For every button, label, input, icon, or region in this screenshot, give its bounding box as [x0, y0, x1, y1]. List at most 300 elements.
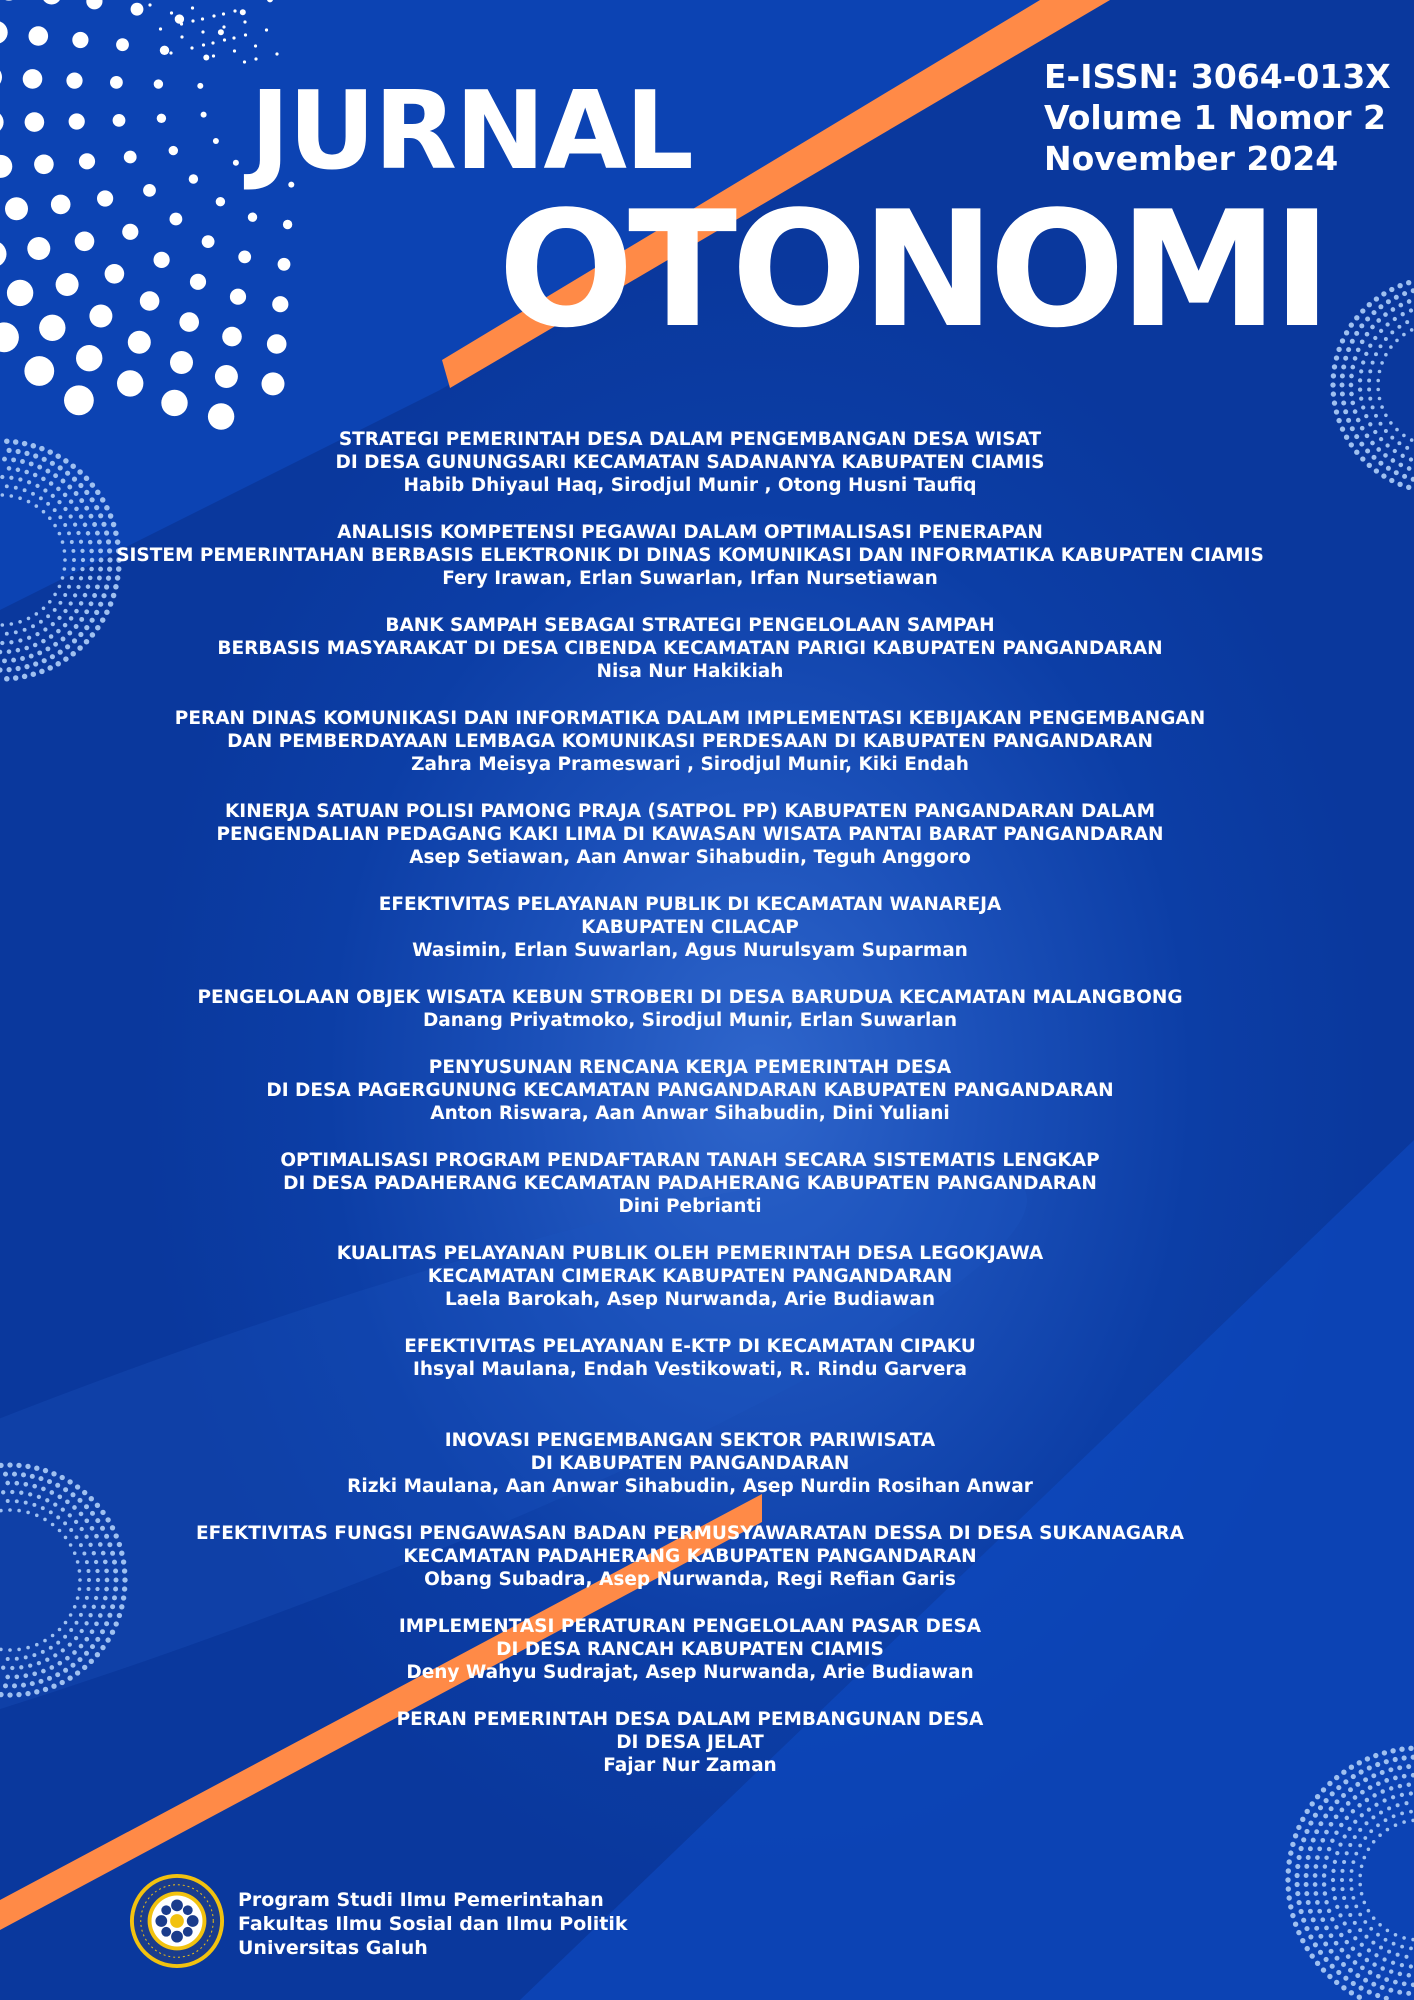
- decorative-dot: [35, 632, 39, 636]
- decorative-dot: [1357, 1760, 1362, 1765]
- decorative-dot: [1306, 1855, 1311, 1860]
- decorative-dot: [10, 1490, 14, 1494]
- decorative-dot: [202, 43, 205, 46]
- decorative-dot: [222, 327, 242, 347]
- decorative-dot: [1369, 1829, 1373, 1833]
- article-title: PERAN DINAS KOMUNIKASI DAN INFORMATIKA DALAM IMPLEMENTASI KEBIJAKAN PENGEMBANGAN: [174, 708, 1206, 729]
- decorative-dot: [1402, 1936, 1406, 1940]
- decorative-dot: [148, 3, 151, 6]
- decorative-dot: [56, 273, 79, 296]
- decorative-dot: [1353, 409, 1358, 414]
- decorative-dot: [16, 666, 21, 671]
- table-of-contents: [40, 428, 1340, 1801]
- decorative-dot: [1367, 1765, 1372, 1770]
- decorative-dot: [1331, 1869, 1335, 1873]
- decorative-dot: [1332, 400, 1337, 405]
- decorative-dot: [1380, 361, 1384, 365]
- decorative-dot: [1350, 339, 1355, 344]
- decorative-dot: [1379, 1945, 1383, 1949]
- decorative-dot: [20, 459, 25, 464]
- decorative-dot: [1353, 1921, 1357, 1925]
- decorative-dot: [1359, 1769, 1364, 1774]
- decorative-dot: [1378, 397, 1382, 401]
- decorative-dot: [1324, 1830, 1329, 1835]
- article-title: DI KABUPATEN PANGANDARAN: [530, 1453, 850, 1474]
- decorative-dot: [5, 197, 28, 220]
- decorative-dot: [1351, 1774, 1356, 1779]
- decorative-dot: [26, 1511, 30, 1515]
- decorative-dot: [1340, 426, 1345, 431]
- decorative-dot: [1314, 1891, 1319, 1896]
- decorative-dot: [211, 41, 214, 44]
- decorative-dot: [1350, 426, 1355, 431]
- decorative-dot: [5, 484, 9, 488]
- decorative-dot: [1363, 1978, 1368, 1983]
- decorative-dot: [1408, 1746, 1413, 1751]
- decorative-dot: [233, 160, 239, 166]
- decorative-dot: [1406, 485, 1411, 490]
- decorative-dot: [117, 370, 143, 396]
- decorative-dot: [1367, 1990, 1372, 1995]
- decorative-dot: [154, 79, 163, 88]
- decorative-dot: [32, 1503, 36, 1507]
- decorative-dot: [1363, 1920, 1367, 1924]
- decorative-dot: [1376, 318, 1381, 323]
- decorative-dot: [1372, 1916, 1376, 1920]
- decorative-dot: [32, 1671, 37, 1676]
- decorative-dot: [1331, 1878, 1335, 1882]
- decorative-dot: [16, 648, 21, 653]
- decorative-dot: [1409, 1964, 1413, 1968]
- decorative-dot: [1365, 1756, 1370, 1761]
- decorative-dot: [1390, 436, 1394, 440]
- decorative-dot: [16, 1463, 21, 1468]
- decorative-dot: [283, 220, 292, 229]
- decorative-dot: [1335, 1905, 1339, 1909]
- decorative-dot: [1332, 364, 1337, 369]
- decorative-dot: [1340, 1887, 1344, 1891]
- decorative-dot: [1369, 1927, 1373, 1931]
- decorative-dot: [1384, 1818, 1388, 1822]
- decorative-dot: [1386, 299, 1391, 304]
- decorative-dot: [1354, 331, 1359, 336]
- decorative-dot: [1391, 458, 1396, 463]
- article-authors: Fery Irawan, Erlan Suwarlan, Irfan Nursetiawan: [442, 568, 938, 589]
- decorative-dot: [1343, 1921, 1347, 1925]
- decorative-dot: [203, 55, 209, 61]
- decorative-dot: [1397, 283, 1402, 288]
- decorative-dot: [1371, 1773, 1376, 1778]
- decorative-dot: [1402, 291, 1407, 296]
- decorative-dot: [16, 1692, 21, 1697]
- decorative-dot: [113, 114, 126, 127]
- decorative-dot: [1400, 1793, 1404, 1797]
- decorative-dot: [215, 365, 238, 388]
- decorative-dot: [1390, 330, 1394, 334]
- decorative-dot: [222, 25, 225, 28]
- decorative-dot: [1397, 1765, 1402, 1770]
- decorative-dot: [1351, 1896, 1355, 1900]
- decorative-dot: [1365, 1798, 1369, 1802]
- decorative-dot: [19, 1491, 23, 1495]
- decorative-dot: [33, 661, 38, 666]
- decorative-dot: [1402, 1755, 1407, 1760]
- article-authors: Habib Dhiyaul Haq, Sirodjul Munir , Otong Husni Taufiq: [403, 475, 977, 496]
- decorative-dot: [1339, 1933, 1343, 1937]
- decorative-dot: [1359, 323, 1364, 328]
- decorative-dot: [1, 1490, 5, 1494]
- decorative-dot: [1287, 1895, 1292, 1900]
- decorative-dot: [25, 1464, 30, 1469]
- decorative-dot: [18, 496, 22, 500]
- decorative-dot: [3, 1683, 8, 1688]
- decorative-dot: [1389, 1969, 1393, 1973]
- decorative-dot: [1360, 426, 1365, 431]
- decorative-dot: [1310, 1953, 1315, 1958]
- decorative-dot: [1384, 1759, 1389, 1764]
- decorative-dot: [1379, 437, 1383, 441]
- decorative-dot: [1390, 1748, 1395, 1753]
- decorative-dot: [1343, 1834, 1347, 1838]
- decorative-dot: [1346, 1954, 1351, 1959]
- article-authors: Fajar Nur Zaman: [603, 1755, 777, 1776]
- decorative-dot: [7, 649, 12, 654]
- article-title: IMPLEMENTASI PERATURAN PENGELOLAAN PASAR DESA: [398, 1616, 982, 1637]
- issue-date-text: November 2024: [1044, 139, 1339, 178]
- decorative-dot: [29, 461, 34, 466]
- decorative-dot: [248, 213, 257, 222]
- decorative-dot: [27, 237, 50, 260]
- decorative-dot: [1329, 1806, 1334, 1811]
- decorative-dot: [14, 1481, 19, 1486]
- decorative-dot: [1343, 356, 1348, 361]
- decorative-dot: [1317, 1846, 1322, 1851]
- decorative-dot: [1336, 1970, 1341, 1975]
- decorative-dot: [1340, 1878, 1344, 1882]
- decorative-dot: [1345, 1816, 1349, 1820]
- decorative-dot: [1341, 1962, 1346, 1967]
- decorative-dot: [1398, 1784, 1402, 1788]
- decorative-dot: [1365, 448, 1370, 453]
- decorative-dot: [1353, 1936, 1357, 1940]
- decorative-dot: [1360, 308, 1365, 313]
- article-title: EFEKTIVITAS PELAYANAN E-KTP DI KECAMATAN CIPAKU: [404, 1336, 976, 1357]
- decorative-dot: [1380, 1789, 1384, 1793]
- decorative-dot: [105, 264, 125, 284]
- decorative-dot: [13, 439, 19, 445]
- decorative-dot: [1365, 1958, 1369, 1962]
- decorative-dot: [124, 151, 137, 164]
- decorative-dot: [1353, 1960, 1358, 1965]
- decorative-dot: [7, 1462, 12, 1467]
- decorative-dot: [1394, 295, 1399, 300]
- decorative-dot: [1351, 1946, 1355, 1950]
- decorative-dot: [212, 54, 215, 57]
- decorative-dot: [1323, 1814, 1328, 1819]
- article-title: KUALITAS PELAYANAN PUBLIK OLEH PEMERINTAH DESA LEGOKJAWA: [336, 1243, 1044, 1264]
- decorative-dot: [1350, 1887, 1354, 1891]
- decorative-dot: [1308, 1846, 1313, 1851]
- decorative-dot: [0, 667, 3, 672]
- decorative-dot: [1293, 1922, 1298, 1927]
- decorative-dot: [1367, 388, 1371, 392]
- decorative-dot: [1308, 1909, 1313, 1914]
- decorative-dot: [1368, 344, 1372, 348]
- decorative-dot: [244, 33, 247, 36]
- faculty: Fakultas Ilmu Sosial dan Ilmu Politik: [238, 1913, 628, 1935]
- decorative-dot: [1329, 1933, 1334, 1938]
- decorative-dot: [1376, 1781, 1381, 1786]
- decorative-dot: [1295, 1873, 1300, 1878]
- decorative-dot: [23, 488, 27, 492]
- decorative-dot: [1340, 373, 1345, 378]
- article-entry: [40, 1149, 1340, 1218]
- decorative-dot: [11, 658, 16, 663]
- decorative-dot: [0, 475, 4, 479]
- decorative-dot: [31, 443, 37, 449]
- decorative-dot: [1387, 1950, 1391, 1954]
- article-entry: [40, 1522, 1340, 1591]
- decorative-dot: [1379, 329, 1383, 333]
- decorative-dot: [1311, 1917, 1316, 1922]
- decorative-dot: [1374, 468, 1379, 473]
- decorative-dot: [1323, 1891, 1327, 1895]
- decorative-dot: [1336, 347, 1341, 352]
- decorative-dot: [24, 646, 29, 651]
- decorative-dot: [1358, 1883, 1362, 1887]
- article-title: PENYUSUNAN RENCANA KERJA PEMERINTAH DESA: [428, 1057, 952, 1078]
- decorative-dot: [89, 305, 112, 328]
- decorative-dot: [1357, 1995, 1362, 2000]
- decorative-dot: [1304, 1864, 1309, 1869]
- decorative-dot: [1409, 1791, 1413, 1795]
- decorative-dot: [1343, 409, 1348, 414]
- decorative-dot: [1398, 1972, 1402, 1976]
- decorative-dot: [157, 114, 166, 123]
- decorative-dot: [1363, 1856, 1367, 1860]
- decorative-dot: [170, 213, 183, 226]
- decorative-dot: [143, 184, 156, 197]
- decorative-dot: [1354, 315, 1359, 320]
- decorative-dot: [1384, 414, 1388, 418]
- decorative-dot: [1354, 434, 1359, 439]
- decorative-dot: [7, 667, 12, 672]
- decorative-dot: [39, 315, 65, 341]
- decorative-dot: [1318, 1934, 1323, 1939]
- decorative-dot: [35, 612, 39, 616]
- decorative-dot: [24, 356, 54, 386]
- decorative-dot: [1317, 1909, 1322, 1914]
- decorative-dot: [1391, 307, 1396, 312]
- decorative-dot: [1379, 1810, 1383, 1814]
- decorative-dot: [190, 274, 206, 290]
- decorative-dot: [1350, 1869, 1354, 1873]
- decorative-dot: [0, 650, 2, 655]
- article-title: DI DESA RANCAH KABUPATEN CIAMIS: [496, 1639, 884, 1660]
- decorative-dot: [243, 20, 246, 23]
- article-entry: [40, 893, 1340, 962]
- decorative-dot: [1304, 1926, 1309, 1931]
- decorative-dot: [1315, 1961, 1320, 1966]
- article-title: BANK SAMPAH SEBAGAI STRATEGI PENGELOLAAN SAMPAH: [385, 615, 995, 636]
- decorative-dot: [170, 351, 193, 374]
- decorative-dot: [1389, 1786, 1393, 1790]
- decorative-dot: [1371, 1815, 1375, 1819]
- decorative-dot: [1376, 1933, 1380, 1937]
- decorative-dot: [1376, 447, 1381, 452]
- decorative-dot: [28, 1492, 32, 1496]
- decorative-dot: [1402, 1981, 1407, 1986]
- decorative-dot: [1402, 474, 1407, 479]
- decorative-dot: [1304, 1891, 1309, 1896]
- decorative-dot: [97, 190, 113, 206]
- decorative-dot: [1365, 316, 1370, 321]
- decorative-dot: [24, 664, 29, 669]
- decorative-dot: [222, 12, 225, 15]
- decorative-dot: [1296, 1930, 1301, 1935]
- decorative-dot: [1360, 1813, 1364, 1817]
- decorative-dot: [1349, 442, 1354, 447]
- decorative-dot: [159, 27, 162, 30]
- decorative-dot: [79, 153, 95, 169]
- article-title: DI DESA JELAT: [616, 1732, 764, 1753]
- decorative-dot: [180, 22, 183, 25]
- decorative-dot: [9, 476, 13, 480]
- decorative-dot: [1347, 1929, 1351, 1933]
- decorative-dot: [1368, 397, 1372, 401]
- issue-info: [1044, 56, 1391, 179]
- decorative-dot: [233, 49, 236, 52]
- decorative-dot: [22, 674, 28, 680]
- decorative-dot: [1324, 1855, 1328, 1859]
- decorative-dot: [33, 643, 38, 648]
- decorative-dot: [1333, 1896, 1337, 1900]
- decorative-dot: [1397, 482, 1402, 487]
- decorative-dot: [1382, 1957, 1386, 1961]
- article-authors: Obang Subadra, Asep Nurwanda, Regi Refian Garis: [424, 1569, 956, 1590]
- decorative-dot: [1373, 1753, 1378, 1758]
- decorative-dot: [75, 232, 95, 252]
- decorative-dot: [1383, 312, 1388, 317]
- article-title: SISTEM PEMERINTAHAN BERBASIS ELEKTRONIK DI DINAS KOMUNIKASI DAN INFORMATIKA KABUPATEN CIAMIS: [116, 545, 1264, 566]
- decorative-dot: [17, 1648, 21, 1652]
- decorative-dot: [1394, 1823, 1398, 1827]
- university: Universitas Galuh: [238, 1937, 428, 1959]
- decorative-dot: [1311, 1838, 1316, 1843]
- decorative-dot: [1371, 1982, 1376, 1987]
- decorative-dot: [1353, 1820, 1357, 1824]
- decorative-dot: [1295, 1891, 1300, 1896]
- article-authors: Dini Pebrianti: [618, 1196, 762, 1217]
- article-entry: [40, 521, 1340, 590]
- decorative-dot: [278, 258, 291, 271]
- decorative-dot: [1381, 473, 1386, 478]
- decorative-dot: [1409, 457, 1413, 461]
- decorative-dot: [1341, 364, 1346, 369]
- decorative-dot: [1361, 360, 1365, 364]
- decorative-dot: [13, 675, 19, 681]
- decorative-dot: [1304, 1873, 1309, 1878]
- decorative-dot: [1330, 382, 1335, 387]
- decorative-dot: [1378, 304, 1383, 309]
- article-entry: [40, 800, 1340, 869]
- decorative-dot: [1374, 1953, 1378, 1957]
- decorative-dot: [8, 1508, 12, 1512]
- decorative-dot: [23, 1482, 28, 1487]
- decorative-dot: [24, 470, 29, 475]
- decorative-dot: [180, 35, 183, 38]
- decorative-dot: [1365, 332, 1370, 337]
- article-title: BERBASIS MASYARAKAT DI DESA CIBENDA KECAMATAN PARIGI KABUPATEN PANGANDARAN: [217, 638, 1163, 659]
- decorative-dot: [1305, 1809, 1310, 1814]
- decorative-dot: [27, 500, 31, 504]
- decorative-dot: [1376, 1974, 1381, 1979]
- study-program: Program Studi Ilmu Pemerintahan: [238, 1889, 604, 1911]
- decorative-dot: [1371, 405, 1375, 409]
- decorative-dot: [33, 453, 38, 458]
- decorative-dot: [1349, 1765, 1354, 1770]
- decorative-dot: [1384, 353, 1388, 357]
- decorative-dot: [1358, 1913, 1362, 1917]
- decorative-dot: [27, 617, 31, 621]
- decorative-dot: [1388, 1767, 1393, 1772]
- decorative-dot: [1386, 1828, 1390, 1832]
- decorative-dot: [1321, 1967, 1326, 1972]
- decorative-dot: [1334, 1830, 1338, 1834]
- decorative-dot: [1378, 1923, 1382, 1927]
- decorative-dot: [1334, 409, 1339, 414]
- decorative-dot: [1400, 1945, 1404, 1949]
- decorative-dot: [1344, 435, 1349, 440]
- decorative-dot: [1345, 1905, 1349, 1909]
- decorative-dot: [202, 235, 215, 248]
- decorative-dot: [1340, 391, 1345, 396]
- decorative-dot: [1318, 1950, 1323, 1955]
- dot-ring-right-top: [1330, 280, 1414, 490]
- article-authors: Anton Riswara, Aan Anwar Sihabudin, Dini Yuliani: [430, 1103, 950, 1124]
- decorative-dot: [1360, 456, 1365, 461]
- decorative-dot: [1382, 1750, 1387, 1755]
- decorative-dot: [1393, 1757, 1398, 1762]
- decorative-dot: [1396, 1953, 1400, 1957]
- article-entry: [40, 1708, 1340, 1777]
- decorative-dot: [18, 620, 22, 624]
- decorative-dot: [17, 1509, 21, 1513]
- decorative-dot: [1351, 1981, 1356, 1986]
- decorative-dot: [1327, 1909, 1331, 1913]
- decorative-dot: [28, 1663, 32, 1667]
- decorative-dot: [1343, 1976, 1348, 1981]
- decorative-dot: [31, 671, 37, 677]
- article-title: DI DESA GUNUNGSARI KECAMATAN SADANANYA KABUPATEN CIAMIS: [335, 452, 1045, 473]
- decorative-dot: [1371, 361, 1375, 365]
- article-authors: Laela Barokah, Asep Nurwanda, Arie Budiawan: [444, 1289, 936, 1310]
- decorative-dot: [223, 38, 226, 41]
- decorative-dot: [2, 658, 7, 663]
- decorative-dot: [1357, 1952, 1361, 1956]
- decorative-dot: [1372, 1793, 1376, 1797]
- decorative-dot: [1384, 1938, 1388, 1942]
- decorative-dot: [1358, 387, 1362, 391]
- decorative-dot: [1351, 1860, 1355, 1864]
- decorative-dot: [1339, 1823, 1343, 1827]
- decorative-dot: [1384, 429, 1388, 433]
- decorative-dot: [1373, 430, 1377, 434]
- decorative-dot: [76, 345, 102, 371]
- decorative-dot: [14, 486, 18, 490]
- decorative-dot: [1324, 1900, 1328, 1904]
- decorative-dot: [1308, 1821, 1313, 1826]
